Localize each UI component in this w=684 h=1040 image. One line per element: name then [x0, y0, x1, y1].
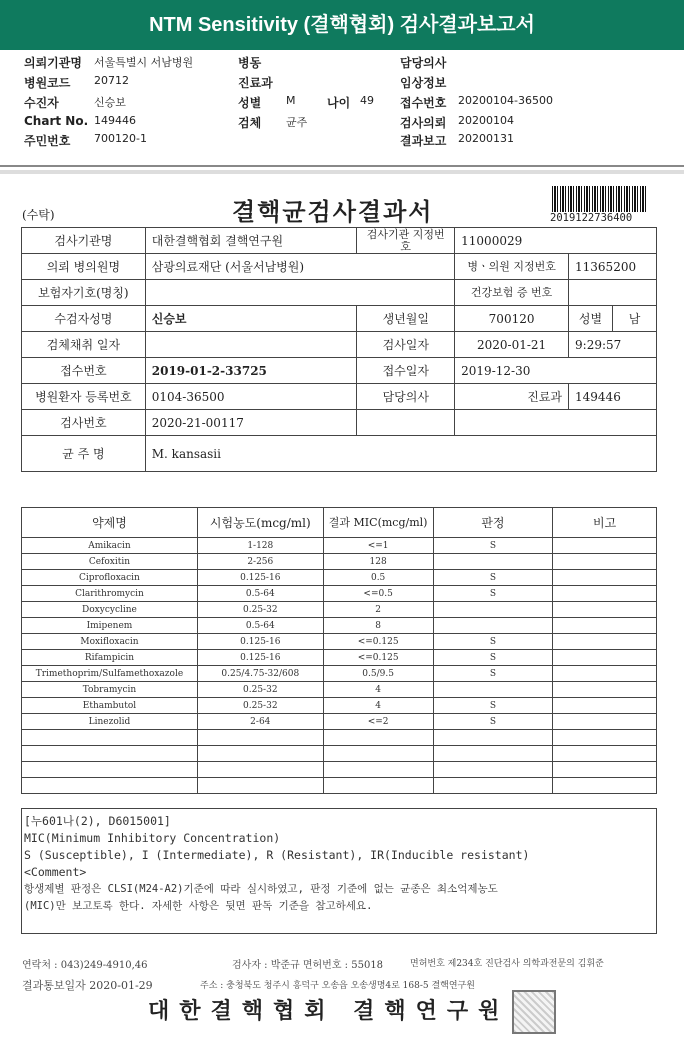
table-cell: 0.5-64: [197, 618, 323, 634]
table-cell: [553, 570, 657, 586]
table-cell: [553, 554, 657, 570]
table-cell: [433, 618, 553, 634]
table-row: [22, 746, 657, 762]
dob-value: 700120: [455, 306, 569, 332]
table-cell: [553, 538, 657, 554]
table-row: [22, 762, 657, 778]
tester: 검사자 : 박준규 면허번호 : 55018: [232, 960, 384, 971]
table-cell: 0.25/4.75-32/608: [197, 666, 323, 682]
table-cell: Imipenem: [22, 618, 198, 634]
clinic-id-value: 11365200: [569, 254, 657, 280]
table-cell: [22, 746, 198, 762]
specimen-label: 검체: [238, 116, 262, 130]
table-cell: Ciprofloxacin: [22, 570, 198, 586]
rrn-label: 주민번호: [24, 134, 71, 148]
notify-date: 결과통보일자 2020-01-29: [22, 979, 153, 992]
table-cell: 2-256: [197, 554, 323, 570]
scanned-report: [0, 170, 684, 1040]
lab-id-label: 검사기관 지정번호: [357, 228, 455, 254]
test-time-value: 9:29:57: [569, 332, 657, 358]
table-cell: [553, 698, 657, 714]
table-cell: [197, 730, 323, 746]
table-cell: 0.25-32: [197, 682, 323, 698]
lab-id-value: 11000029: [455, 228, 657, 254]
table-row: [22, 570, 657, 586]
mic-header-cell: 약제명: [22, 508, 198, 538]
table-cell: <=1: [323, 538, 433, 554]
table-row: [22, 554, 657, 570]
comment-heading: <Comment>: [24, 865, 87, 879]
table-cell: [433, 746, 553, 762]
table-row: [22, 538, 657, 554]
table-row: [22, 666, 657, 682]
table-row: [22, 698, 657, 714]
table-cell: [553, 618, 657, 634]
patient-name-label: 수검자성명: [22, 306, 146, 332]
table-cell: 0.5: [323, 570, 433, 586]
sex-value: M: [286, 94, 296, 107]
report-info: [0, 50, 684, 166]
table-cell: [553, 746, 657, 762]
comment-box: [21, 808, 657, 934]
ref-hospital-value: 삼광의료재단 (서울서남병원): [145, 254, 454, 280]
organism-value: M. kansasii: [145, 436, 656, 472]
clinic-id-label: 병ㆍ의원 지정번호: [455, 254, 569, 280]
table-cell: <=0.5: [323, 586, 433, 602]
clinical-label: 임상정보: [400, 76, 447, 90]
collect-value: [145, 332, 357, 358]
table-cell: 0.125-16: [197, 634, 323, 650]
table-row: [22, 730, 657, 746]
insured-label: 보험자기호(명칭): [22, 280, 146, 306]
issuing-org: 대한결핵협회 결핵연구원: [148, 998, 510, 1024]
doctor-label: 담당의사: [400, 56, 447, 70]
doctor-label: 담당의사: [357, 384, 455, 410]
blank-cell: [357, 410, 455, 436]
table-cell: Trimethoprim/Sulfamethoxazole: [22, 666, 198, 682]
table-cell: 128: [323, 554, 433, 570]
code-value: 20712: [94, 74, 129, 87]
health-ins-label: 건강보험 증 번호: [455, 280, 569, 306]
table-cell: [433, 554, 553, 570]
accession-label: 접수번호: [400, 96, 447, 110]
comment-legend: S (Susceptible), I (Intermediate), R (Resistant), IR(Inducible resistant): [24, 848, 530, 862]
table-cell: [323, 730, 433, 746]
mic-header-cell: 시험농도(mcg/ml): [197, 508, 323, 538]
table-cell: <=0.125: [323, 634, 433, 650]
comment-mic: MIC(Minimum Inhibitory Concentration): [24, 831, 281, 845]
table-cell: S: [433, 586, 553, 602]
table-cell: [553, 586, 657, 602]
accession-value: 2019-01-2-33725: [145, 358, 357, 384]
license: 면허번호 제234호 진단검사 의학과전문의 김휘준: [410, 959, 604, 969]
table-cell: [553, 602, 657, 618]
organism-label: 균 주 명: [22, 436, 146, 472]
doc-title: 결핵균검사결과서: [232, 197, 434, 226]
table-cell: 4: [323, 698, 433, 714]
page-title: NTM Sensitivity (결핵협회) 검사결과보고서: [0, 0, 684, 50]
table-cell: [553, 650, 657, 666]
sex-label: 성별: [569, 306, 613, 332]
blank-cell: [455, 410, 657, 436]
table-cell: [553, 666, 657, 682]
age-label: 나이: [327, 96, 351, 110]
table-cell: [433, 730, 553, 746]
table-cell: [22, 730, 198, 746]
hospital-label: 의뢰기관명: [24, 56, 82, 70]
table-cell: [323, 778, 433, 794]
lab-value: 대한결핵협회 결핵연구원: [145, 228, 357, 254]
table-cell: <=0.125: [323, 650, 433, 666]
reg-value: 0104-36500: [145, 384, 357, 410]
table-row: [22, 650, 657, 666]
table-cell: [433, 762, 553, 778]
ward-label: 병동: [238, 56, 262, 70]
mic-header-cell: 비고: [553, 508, 657, 538]
specimen-value: 균주: [286, 116, 308, 129]
accession-value: 20200104-36500: [458, 94, 553, 107]
table-cell: [197, 746, 323, 762]
mic-header-cell: 판정: [433, 508, 553, 538]
reg-label: 병원환자 등록번호: [22, 384, 146, 410]
table-cell: 0.25-32: [197, 698, 323, 714]
table-cell: 8: [323, 618, 433, 634]
patient-label: 수진자: [24, 96, 59, 110]
rrn-value: 700120-1: [94, 132, 147, 145]
paper-edge: [0, 170, 684, 174]
sex-value: 남: [612, 306, 656, 332]
comment-code: [누601나(2), D6015001]: [24, 814, 171, 828]
test-no-label: 검사번호: [22, 410, 146, 436]
table-cell: Moxifloxacin: [22, 634, 198, 650]
patient-value: 신승보: [94, 96, 126, 109]
table-row: [22, 618, 657, 634]
test-date-label: 검사일자: [357, 332, 455, 358]
collect-label: 검체채취 일자: [22, 332, 146, 358]
hospital-value: 서울특별시 서남병원: [94, 56, 194, 69]
table-cell: 2: [323, 602, 433, 618]
table-cell: Tobramycin: [22, 682, 198, 698]
table-row: [22, 682, 657, 698]
table-row: [22, 778, 657, 794]
test-no-value: 2020-21-00117: [145, 410, 357, 436]
table-cell: [553, 634, 657, 650]
table-cell: Amikacin: [22, 538, 198, 554]
receipt-date-label: 접수일자: [357, 358, 455, 384]
comment-text-1: 항생제별 판정은 CLSI(M24-A2)기준에 따라 실시하였고, 판정 기준에 없는 균종은 최소억제농도: [24, 883, 498, 895]
table-cell: Doxycycline: [22, 602, 198, 618]
table-cell: 0.25-32: [197, 602, 323, 618]
table-cell: [553, 730, 657, 746]
table-cell: 1-128: [197, 538, 323, 554]
table-cell: S: [433, 698, 553, 714]
table-row: [22, 634, 657, 650]
table-cell: 0.125-16: [197, 650, 323, 666]
table-cell: S: [433, 650, 553, 666]
table-cell: [197, 762, 323, 778]
table-cell: 4: [323, 682, 433, 698]
address: 주소 : 충청북도 청주시 흥덕구 오송읍 오송생명4로 168-5 결핵연구원: [200, 981, 475, 991]
comment-text-2: (MIC)만 보고토록 한다. 자세한 사항은 뒷면 판독 기준을 참고하세요.: [24, 900, 373, 912]
table-cell: <=2: [323, 714, 433, 730]
request-value: 20200104: [458, 114, 514, 127]
seal-stamp-icon: [512, 990, 556, 1034]
table-cell: S: [433, 538, 553, 554]
table-cell: S: [433, 570, 553, 586]
mic-header-cell: 결과 MIC(mcg/ml): [323, 508, 433, 538]
table-cell: Ethambutol: [22, 698, 198, 714]
chart-value: 149446: [94, 114, 136, 127]
table-cell: 0.5/9.5: [323, 666, 433, 682]
table-row: [22, 714, 657, 730]
table-cell: S: [433, 666, 553, 682]
contact: 연락처 : 043)249-4910,46: [22, 960, 148, 971]
table-cell: 0.125-16: [197, 570, 323, 586]
table-cell: [553, 778, 657, 794]
table-cell: 0.5-64: [197, 586, 323, 602]
report-label: 결과보고: [400, 134, 447, 148]
table-cell: S: [433, 634, 553, 650]
accession-label: 접수번호: [22, 358, 146, 384]
table-cell: [553, 714, 657, 730]
table-cell: [553, 682, 657, 698]
ref-hospital-label: 의뢰 병의원명: [22, 254, 146, 280]
patient-table: [21, 227, 657, 472]
table-cell: Cefoxitin: [22, 554, 198, 570]
table-cell: [323, 762, 433, 778]
table-cell: [22, 762, 198, 778]
table-row: [22, 586, 657, 602]
table-cell: Rifampicin: [22, 650, 198, 666]
dept-label: 진료과: [238, 76, 273, 90]
table-cell: S: [433, 714, 553, 730]
insured-value: [145, 280, 454, 306]
table-cell: [22, 778, 198, 794]
doc-tag: (수탁): [22, 208, 55, 222]
sex-label: 성별: [238, 96, 262, 110]
code-label: 병원코드: [24, 76, 71, 90]
table-row: [22, 602, 657, 618]
barcode-number: 2019122736400: [550, 212, 633, 224]
receipt-date-value: 2019-12-30: [455, 358, 657, 384]
dept-value: 149446: [569, 384, 657, 410]
dept-label: 진료과: [455, 384, 569, 410]
barcode-icon: [552, 186, 648, 212]
health-ins-value: [569, 280, 657, 306]
chart-label: Chart No.: [24, 114, 89, 128]
table-cell: [323, 746, 433, 762]
request-label: 검사의뢰: [400, 116, 447, 130]
table-cell: [433, 778, 553, 794]
table-cell: [197, 778, 323, 794]
test-date-value: 2020-01-21: [455, 332, 569, 358]
mic-table: [21, 507, 657, 794]
table-cell: Clarithromycin: [22, 586, 198, 602]
table-cell: 2-64: [197, 714, 323, 730]
age-value: 49: [360, 94, 374, 107]
report-value: 20200131: [458, 132, 514, 145]
dob-label: 생년월일: [357, 306, 455, 332]
table-cell: [433, 682, 553, 698]
table-cell: Linezolid: [22, 714, 198, 730]
table-cell: [433, 602, 553, 618]
lab-label: 검사기관명: [22, 228, 146, 254]
table-cell: [553, 762, 657, 778]
patient-name-value: 신승보: [145, 306, 357, 332]
divider: [0, 165, 684, 167]
